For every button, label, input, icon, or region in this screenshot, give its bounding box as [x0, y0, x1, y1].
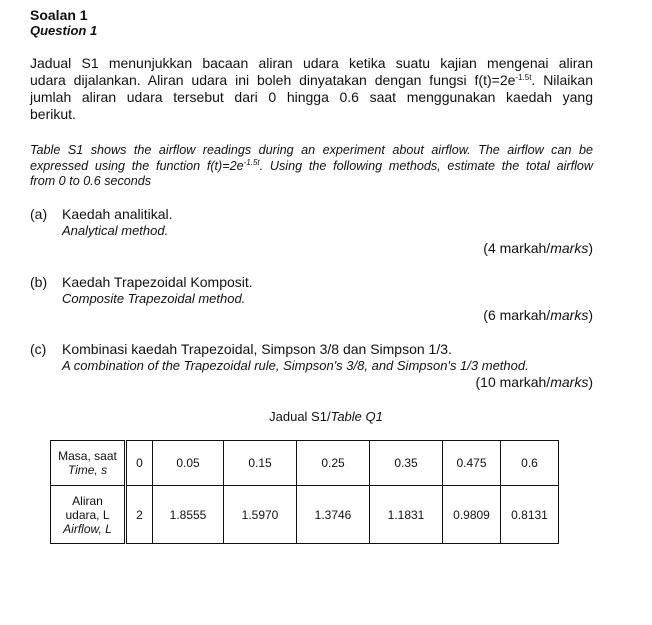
part-a-label: (a)	[30, 206, 48, 222]
table-row-airflow	[51, 486, 559, 544]
intro-ms-exponent: -1.5t	[515, 73, 532, 82]
time-cell: 0.15	[224, 441, 297, 486]
time-cell: 0.6	[501, 441, 559, 486]
table-caption-en: Table Q1	[330, 409, 383, 424]
airflow-cell: 1.1831	[370, 486, 443, 544]
time-cell: 0	[126, 441, 153, 486]
part-c-label: (c)	[30, 341, 47, 357]
part-c-en: A combination of the Trapezoidal rule, Simpson's 3/8, and Simpson's 1/3 method.	[62, 358, 529, 373]
intro-en-line3: from 0 to 0.6 seconds	[30, 174, 152, 188]
part-a-en: Analytical method.	[62, 223, 169, 238]
table-row-time	[51, 441, 559, 486]
airflow-cell: 1.5970	[224, 486, 297, 544]
part-a-marks-text: (4 markah/	[483, 240, 551, 256]
airflow-cell: 0.8131	[501, 486, 559, 544]
part-a-marks	[483, 240, 593, 256]
intro-en-exponent: -1.5t	[243, 157, 260, 167]
row-header-airflow-en: Airflow, L	[63, 521, 112, 536]
part-b-marks-text: (6 markah/	[483, 307, 551, 323]
part-c-marks	[476, 374, 594, 390]
row-header-time	[51, 441, 126, 486]
question-title-en: Question 1	[30, 23, 98, 38]
question-title-ms: Soalan 1	[30, 7, 88, 23]
intro-ms-line4: berikut.	[30, 106, 76, 122]
part-b-ms: Kaedah Trapezoidal Komposit.	[62, 274, 253, 290]
intro-ms-paragraph	[30, 55, 593, 123]
part-c-marks-text: (10 markah/	[475, 374, 551, 390]
airflow-cell: 0.9809	[443, 486, 501, 544]
airflow-cell: 1.8555	[153, 486, 224, 544]
row-header-airflow-ms2: udara, L	[65, 507, 110, 522]
part-c-marks-close: )	[588, 374, 593, 390]
intro-en-line1: Table S1 shows the airflow readings during an experiment about airflow. The airflow can be	[30, 143, 593, 157]
time-cell: 0.05	[153, 441, 224, 486]
part-b-marks	[483, 307, 593, 323]
intro-en-paragraph	[30, 143, 593, 190]
row-header-time-ms: Masa, saat	[58, 449, 117, 463]
intro-en-line2-text: expressed using the function f(t)=2e	[30, 158, 244, 173]
intro-ms-line2-text: udara dijalankan. Aliran udara ini boleh dinyatakan dengan fungsi f(t)=2e	[30, 72, 516, 88]
part-c-ms: Kombinasi kaedah Trapezoidal, Simpson 3/8 dan Simpson 1/3.	[62, 341, 452, 357]
part-a-ms: Kaedah analitikal.	[62, 206, 173, 222]
airflow-table	[50, 440, 559, 544]
table-caption	[0, 409, 652, 424]
airflow-cell: 2	[126, 486, 153, 544]
intro-en-line2-end: . Using the following methods, estimate the total airflow	[259, 158, 593, 173]
part-b-en: Composite Trapezoidal method.	[62, 291, 246, 306]
intro-ms-line2	[30, 72, 593, 89]
part-b-label: (b)	[30, 274, 48, 290]
intro-ms-line3: jumlah aliran udara tersebut dari 0 hingga 0.6 saat menggunakan kaedah yang	[30, 89, 593, 105]
part-a-marks-en: marks	[550, 240, 589, 256]
row-header-time-en: Time, s	[67, 463, 108, 477]
part-c-marks-en: marks	[550, 374, 589, 390]
intro-ms-line1: Jadual S1 menunjukkan bacaan aliran udara ketika suatu kajian mengenai aliran	[30, 55, 593, 71]
table-caption-ms: Jadual S1/	[269, 409, 331, 424]
intro-ms-line2-end: . Nilaikan	[531, 72, 593, 88]
part-b-marks-close: )	[588, 307, 593, 323]
part-b-marks-en: marks	[550, 307, 589, 323]
row-header-airflow	[51, 486, 126, 544]
intro-en-line2	[30, 159, 593, 175]
part-a-marks-close: )	[588, 240, 593, 256]
time-cell: 0.25	[297, 441, 370, 486]
time-cell: 0.475	[443, 441, 501, 486]
row-header-airflow-ms1: Aliran	[72, 493, 103, 508]
time-cell: 0.35	[370, 441, 443, 486]
airflow-cell: 1.3746	[297, 486, 370, 544]
